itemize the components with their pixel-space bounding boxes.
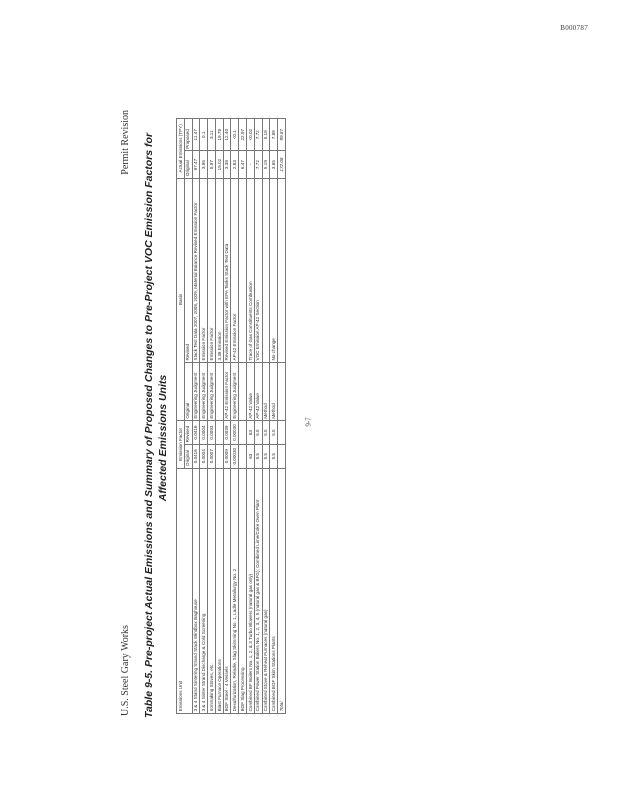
- cell-basis: Engineering Judgment: [231, 363, 239, 421]
- table-row-total: [278, 119, 286, 714]
- subheader-basis-revised: Revised: [184, 178, 192, 362]
- table-row: [254, 119, 262, 714]
- cell-unit: Total: [278, 468, 286, 713]
- cell-actual-b: 22.97: [239, 119, 247, 151]
- cell-revised: 5.5: [270, 421, 278, 445]
- table-header-row: [177, 119, 185, 714]
- cell-revised: 5.5: [254, 421, 262, 445]
- cell-basis: [239, 363, 247, 421]
- cell-original: 0.0007: [208, 444, 216, 468]
- header-unit: Emissions Unit: [177, 468, 193, 713]
- cell-source: Emission Factor: [200, 178, 208, 362]
- cell-unit: Combined Stove & Reheat Furnaces (natural gas): [262, 468, 270, 713]
- cell-actual-a: 15.02: [215, 151, 223, 178]
- cell-basis: Engineering Judgment: [192, 363, 200, 421]
- cell-original: [215, 444, 223, 468]
- cell-source: [262, 178, 270, 362]
- cell-basis: Engineering Judgment: [200, 363, 208, 421]
- subheader-col-a: Original: [184, 151, 192, 178]
- table-row: [231, 119, 239, 714]
- cell-basis: AP-42 Value: [254, 363, 262, 421]
- table-title-line-1: Table 9-5. Pre-project Actual Emissions and Summary of Proposed Changes to Pre-Project VOC Emission Factors for: [143, 132, 155, 718]
- cell-unit: Combined BOF Skim Stations Plants: [270, 468, 278, 713]
- header-actual-emissions: Actual Emissions (TPY): [177, 119, 185, 179]
- company-name: U.S. Steel Gary Works: [120, 625, 131, 716]
- cell-source: Trace of Gas Constituents Combustion: [247, 178, 255, 362]
- cell-actual-a: 7.72: [254, 151, 262, 178]
- subheader-original: Original: [184, 444, 192, 468]
- rotated-page-content: [120, 98, 420, 718]
- table-title: [142, 118, 170, 718]
- cell-revised: 0.0039: [223, 421, 231, 445]
- cell-original: 0.0009: [223, 444, 231, 468]
- cell-revised: 63: [247, 421, 255, 445]
- cell-unit: BOF Slag Processing: [239, 468, 247, 713]
- cell-revised: 5.5: [262, 421, 270, 445]
- cell-actual-b: 3.11: [208, 119, 216, 151]
- cell-actual-b: <0.1: [231, 119, 239, 151]
- cell-basis: Method: [270, 363, 278, 421]
- cell-actual-a: 3.95: [200, 151, 208, 178]
- cell-actual-b: 19.78: [215, 119, 223, 151]
- cell-actual-b: 11.47: [192, 119, 200, 151]
- cell-source: [239, 178, 247, 362]
- subheader-basis-original: Original: [184, 363, 192, 421]
- cell-original: 0.0004: [200, 444, 208, 468]
- cell-revised: 0.0093: [208, 421, 216, 445]
- document-id: B000787: [560, 24, 588, 32]
- header-basis: Basis: [177, 178, 185, 421]
- cell-basis: AP-42 Value: [247, 363, 255, 421]
- cell-revised: [215, 421, 223, 445]
- table-row: [215, 119, 223, 714]
- cell-original: 5.5: [270, 444, 278, 468]
- cell-actual-b: 5.19: [262, 119, 270, 151]
- cell-revised: [278, 421, 286, 445]
- cell-actual-b: 7.72: [254, 119, 262, 151]
- cell-actual-b: 99.87: [278, 119, 286, 151]
- table-row: [223, 119, 231, 714]
- cell-revised: 0.0004: [200, 421, 208, 445]
- table-row: [200, 119, 208, 714]
- cell-actual-a: 2.83: [231, 151, 239, 178]
- cell-original: 63: [247, 444, 255, 468]
- cell-unit: 3 & 4 Sinter Strand Discharge & Cold Screening: [200, 468, 208, 713]
- subheader-col-b: Proposed: [184, 119, 192, 151]
- cell-original: [278, 444, 286, 468]
- subheader-revised: Revised: [184, 421, 192, 445]
- cell-actual-b: 7.89: [270, 119, 278, 151]
- table-row: [192, 119, 200, 714]
- cell-actual-a: 5.19: [262, 151, 270, 178]
- cell-actual-a: 6.47: [239, 151, 247, 178]
- table-title-line-2: Affected Emissions Units: [157, 374, 169, 502]
- revision-label: Permit Revision: [120, 110, 131, 175]
- page-number: 9-7: [304, 417, 313, 427]
- cell-actual-b: 0.1: [200, 119, 208, 151]
- cell-unit: Combined Power Station Boilers No. 1, 2, 3, 4, 5 (natural gas & BFG); Combined Lime/Coke Oven Plant: [254, 468, 262, 713]
- cell-original: 5.5: [262, 444, 270, 468]
- cell-source: VOC Emission AP-42 Section: [254, 178, 262, 362]
- cell-basis: AP-42 Emission Factor: [223, 363, 231, 421]
- cell-unit: Desulfurization, Reladle, Slag Skimming No. 1, Ladle Metallurgy No. 2: [231, 468, 239, 713]
- cell-actual-a: 97.47: [192, 151, 200, 178]
- cell-source: Emission Factor: [208, 178, 216, 362]
- emissions-table: [176, 118, 286, 714]
- cell-actual-a: 5.97: [208, 151, 216, 178]
- table-row: [239, 119, 247, 714]
- cell-actual-a: 172.08: [278, 151, 286, 178]
- cell-actual-a: 3.65: [270, 151, 278, 178]
- cell-original: [239, 444, 247, 468]
- cell-unit: BOF Steel - 4 Vessels: [223, 468, 231, 713]
- cell-source: Stack Test Data 2007, 2008, 2009, Material Balance Revised Emission Factor: [192, 178, 200, 362]
- cell-source: [278, 178, 286, 362]
- cell-revised: [239, 421, 247, 445]
- cell-revised: 0.00030: [231, 421, 239, 445]
- table-row: [270, 119, 278, 714]
- cell-revised: 0.0416: [192, 421, 200, 445]
- cell-unit: Combined BF Boilers No. 1, 2, & 3 Turbo Blowers (natural gas only): [247, 468, 255, 713]
- cell-basis: [278, 363, 286, 421]
- cell-basis: [215, 363, 223, 421]
- cell-basis: Engineering Judgment: [208, 363, 216, 421]
- cell-original: 0.0416: [192, 444, 200, 468]
- table-row: [262, 119, 270, 714]
- cell-actual-b: <0.02: [247, 119, 255, 151]
- cell-unit: 3 & 4 Stand Sintering Strand Stack Windbox Baghouse: [192, 468, 200, 713]
- cell-original: 5.5: [254, 444, 262, 468]
- cell-unit: Blast Furnace Operations: [215, 468, 223, 713]
- header-emission-factor: Emission Factor: [177, 421, 185, 468]
- cell-source: Revised Emission Factor with EPA Tanks Stack Test Data: [223, 178, 231, 362]
- cell-actual-b: 12.40: [223, 119, 231, 151]
- table-row: [247, 119, 255, 714]
- table-row: [208, 119, 216, 714]
- page-header: [120, 98, 136, 718]
- cell-unit: Ironmaking Stoves, etc.: [208, 468, 216, 713]
- cell-source: 3.38 Emission: [215, 178, 223, 362]
- cell-actual-a: -: [247, 151, 255, 178]
- cell-actual-a: 3.38: [223, 151, 231, 178]
- cell-original: 0.00030: [231, 444, 239, 468]
- cell-basis: Method: [262, 363, 270, 421]
- cell-source: AP-42 Emission Factor: [231, 178, 239, 362]
- cell-source: No change: [270, 178, 278, 362]
